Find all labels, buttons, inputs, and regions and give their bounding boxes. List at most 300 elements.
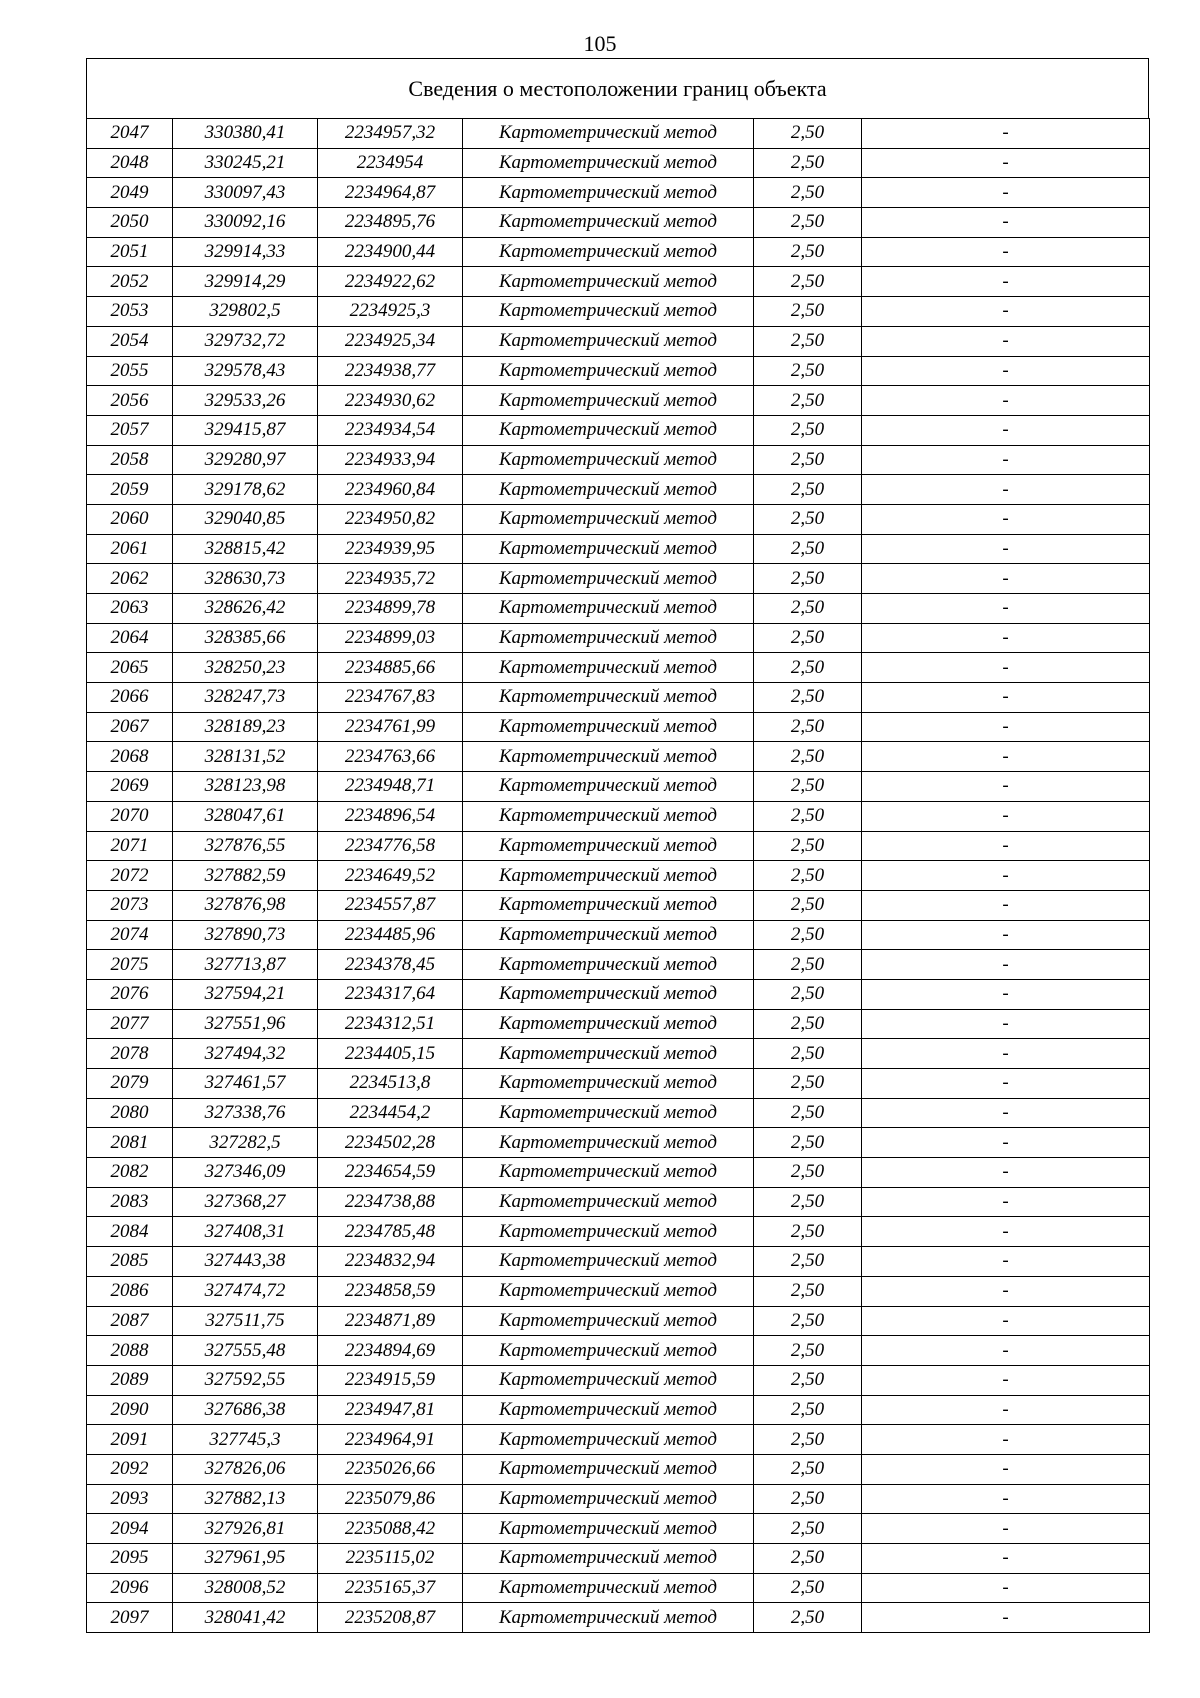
- table-row: [87, 1365, 1150, 1395]
- y-coordinate-cell: 2234454,2: [318, 1098, 463, 1128]
- point-number-cell: 2097: [87, 1603, 173, 1633]
- y-coordinate-cell: 2234899,78: [318, 594, 463, 624]
- description-cell: -: [862, 623, 1150, 653]
- table-row: [87, 1128, 1150, 1158]
- y-coordinate-cell: 2234934,54: [318, 415, 463, 445]
- description-cell: -: [862, 237, 1150, 267]
- description-cell: -: [862, 564, 1150, 594]
- method-cell: Картометрический метод: [463, 1603, 754, 1633]
- description-cell: -: [862, 1247, 1150, 1277]
- description-cell: -: [862, 1365, 1150, 1395]
- y-coordinate-cell: 2234950,82: [318, 504, 463, 534]
- description-cell: -: [862, 1603, 1150, 1633]
- method-cell: Картометрический метод: [463, 653, 754, 683]
- x-coordinate-cell: 327686,38: [173, 1395, 318, 1425]
- accuracy-cell: 2,50: [754, 742, 862, 772]
- y-coordinate-cell: 2234939,95: [318, 534, 463, 564]
- description-cell: -: [862, 801, 1150, 831]
- point-number-cell: 2056: [87, 386, 173, 416]
- point-number-cell: 2065: [87, 653, 173, 683]
- point-number-cell: 2064: [87, 623, 173, 653]
- description-cell: -: [862, 1158, 1150, 1188]
- description-cell: -: [862, 950, 1150, 980]
- x-coordinate-cell: 328250,23: [173, 653, 318, 683]
- y-coordinate-cell: 2234832,94: [318, 1247, 463, 1277]
- table-row: [87, 1425, 1150, 1455]
- point-number-cell: 2048: [87, 148, 173, 178]
- description-cell: -: [862, 1069, 1150, 1099]
- point-number-cell: 2057: [87, 415, 173, 445]
- y-coordinate-cell: 2234761,99: [318, 712, 463, 742]
- description-cell: -: [862, 356, 1150, 386]
- method-cell: Картометрический метод: [463, 1484, 754, 1514]
- x-coordinate-cell: 327443,38: [173, 1247, 318, 1277]
- y-coordinate-cell: 2234405,15: [318, 1039, 463, 1069]
- point-number-cell: 2080: [87, 1098, 173, 1128]
- table-row: [87, 890, 1150, 920]
- table-row: [87, 1009, 1150, 1039]
- accuracy-cell: 2,50: [754, 831, 862, 861]
- table-row: [87, 297, 1150, 327]
- table-row: [87, 920, 1150, 950]
- y-coordinate-cell: 2235165,37: [318, 1573, 463, 1603]
- description-cell: -: [862, 1217, 1150, 1247]
- x-coordinate-cell: 329178,62: [173, 475, 318, 505]
- x-coordinate-cell: 327282,5: [173, 1128, 318, 1158]
- y-coordinate-cell: 2234776,58: [318, 831, 463, 861]
- x-coordinate-cell: 327826,06: [173, 1454, 318, 1484]
- table-row: [87, 861, 1150, 891]
- x-coordinate-cell: 328008,52: [173, 1573, 318, 1603]
- point-number-cell: 2074: [87, 920, 173, 950]
- table-row: [87, 178, 1150, 208]
- accuracy-cell: 2,50: [754, 920, 862, 950]
- table-row: [87, 683, 1150, 713]
- method-cell: Картометрический метод: [463, 208, 754, 238]
- point-number-cell: 2086: [87, 1276, 173, 1306]
- y-coordinate-cell: 2234858,59: [318, 1276, 463, 1306]
- x-coordinate-cell: 327338,76: [173, 1098, 318, 1128]
- description-cell: -: [862, 1425, 1150, 1455]
- y-coordinate-cell: 2234935,72: [318, 564, 463, 594]
- point-number-cell: 2062: [87, 564, 173, 594]
- accuracy-cell: 2,50: [754, 1544, 862, 1574]
- accuracy-cell: 2,50: [754, 1128, 862, 1158]
- method-cell: Картометрический метод: [463, 1365, 754, 1395]
- point-number-cell: 2087: [87, 1306, 173, 1336]
- x-coordinate-cell: 327594,21: [173, 979, 318, 1009]
- y-coordinate-cell: 2234649,52: [318, 861, 463, 891]
- point-number-cell: 2082: [87, 1158, 173, 1188]
- x-coordinate-cell: 329578,43: [173, 356, 318, 386]
- accuracy-cell: 2,50: [754, 148, 862, 178]
- method-cell: Картометрический метод: [463, 1217, 754, 1247]
- point-number-cell: 2095: [87, 1544, 173, 1574]
- y-coordinate-cell: 2234964,91: [318, 1425, 463, 1455]
- description-cell: -: [862, 1009, 1150, 1039]
- accuracy-cell: 2,50: [754, 1365, 862, 1395]
- x-coordinate-cell: 329914,29: [173, 267, 318, 297]
- table-row: [87, 1039, 1150, 1069]
- method-cell: Картометрический метод: [463, 445, 754, 475]
- method-cell: Картометрический метод: [463, 1187, 754, 1217]
- method-cell: Картометрический метод: [463, 861, 754, 891]
- x-coordinate-cell: 327346,09: [173, 1158, 318, 1188]
- description-cell: -: [862, 742, 1150, 772]
- y-coordinate-cell: 2234948,71: [318, 772, 463, 802]
- method-cell: Картометрический метод: [463, 534, 754, 564]
- method-cell: Картометрический метод: [463, 594, 754, 624]
- point-number-cell: 2055: [87, 356, 173, 386]
- accuracy-cell: 2,50: [754, 979, 862, 1009]
- y-coordinate-cell: 2234763,66: [318, 742, 463, 772]
- y-coordinate-cell: 2234895,76: [318, 208, 463, 238]
- table-row: [87, 504, 1150, 534]
- method-cell: Картометрический метод: [463, 237, 754, 267]
- y-coordinate-cell: 2234317,64: [318, 979, 463, 1009]
- x-coordinate-cell: 327474,72: [173, 1276, 318, 1306]
- table-row: [87, 1247, 1150, 1277]
- accuracy-cell: 2,50: [754, 653, 862, 683]
- table-row: [87, 1306, 1150, 1336]
- description-cell: -: [862, 1128, 1150, 1158]
- method-cell: Картометрический метод: [463, 504, 754, 534]
- y-coordinate-cell: 2234933,94: [318, 445, 463, 475]
- accuracy-cell: 2,50: [754, 772, 862, 802]
- x-coordinate-cell: 327592,55: [173, 1365, 318, 1395]
- table-row: [87, 623, 1150, 653]
- accuracy-cell: 2,50: [754, 1336, 862, 1366]
- x-coordinate-cell: 327555,48: [173, 1336, 318, 1366]
- point-number-cell: 2093: [87, 1484, 173, 1514]
- accuracy-cell: 2,50: [754, 326, 862, 356]
- table-row: [87, 1544, 1150, 1574]
- table-row: [87, 1098, 1150, 1128]
- x-coordinate-cell: 328041,42: [173, 1603, 318, 1633]
- table-row: [87, 564, 1150, 594]
- x-coordinate-cell: 328123,98: [173, 772, 318, 802]
- y-coordinate-cell: 2234485,96: [318, 920, 463, 950]
- method-cell: Картометрический метод: [463, 1098, 754, 1128]
- x-coordinate-cell: 330380,41: [173, 119, 318, 149]
- description-cell: -: [862, 1187, 1150, 1217]
- x-coordinate-cell: 330092,16: [173, 208, 318, 238]
- table-row: [87, 267, 1150, 297]
- x-coordinate-cell: 327882,13: [173, 1484, 318, 1514]
- accuracy-cell: 2,50: [754, 356, 862, 386]
- method-cell: Картометрический метод: [463, 1039, 754, 1069]
- table-row: [87, 801, 1150, 831]
- accuracy-cell: 2,50: [754, 504, 862, 534]
- method-cell: Картометрический метод: [463, 297, 754, 327]
- y-coordinate-cell: 2234938,77: [318, 356, 463, 386]
- table-row: [87, 1276, 1150, 1306]
- x-coordinate-cell: 327961,95: [173, 1544, 318, 1574]
- description-cell: -: [862, 1514, 1150, 1544]
- table-row: [87, 950, 1150, 980]
- table-row: [87, 712, 1150, 742]
- x-coordinate-cell: 329280,97: [173, 445, 318, 475]
- accuracy-cell: 2,50: [754, 1603, 862, 1633]
- table-row: [87, 445, 1150, 475]
- description-cell: -: [862, 297, 1150, 327]
- description-cell: -: [862, 445, 1150, 475]
- accuracy-cell: 2,50: [754, 1484, 862, 1514]
- accuracy-cell: 2,50: [754, 119, 862, 149]
- method-cell: Картометрический метод: [463, 1306, 754, 1336]
- description-cell: -: [862, 1484, 1150, 1514]
- x-coordinate-cell: 327876,55: [173, 831, 318, 861]
- point-number-cell: 2067: [87, 712, 173, 742]
- y-coordinate-cell: 2234871,89: [318, 1306, 463, 1336]
- y-coordinate-cell: 2235208,87: [318, 1603, 463, 1633]
- point-number-cell: 2050: [87, 208, 173, 238]
- table-row: [87, 1395, 1150, 1425]
- accuracy-cell: 2,50: [754, 712, 862, 742]
- point-number-cell: 2096: [87, 1573, 173, 1603]
- x-coordinate-cell: 328047,61: [173, 801, 318, 831]
- x-coordinate-cell: 329732,72: [173, 326, 318, 356]
- point-number-cell: 2092: [87, 1454, 173, 1484]
- coordinates-table-body: [87, 119, 1150, 1633]
- accuracy-cell: 2,50: [754, 683, 862, 713]
- description-cell: -: [862, 1098, 1150, 1128]
- method-cell: Картометрический метод: [463, 1395, 754, 1425]
- point-number-cell: 2068: [87, 742, 173, 772]
- description-cell: -: [862, 831, 1150, 861]
- y-coordinate-cell: 2234312,51: [318, 1009, 463, 1039]
- method-cell: Картометрический метод: [463, 1276, 754, 1306]
- x-coordinate-cell: 327408,31: [173, 1217, 318, 1247]
- accuracy-cell: 2,50: [754, 623, 862, 653]
- description-cell: -: [862, 1336, 1150, 1366]
- accuracy-cell: 2,50: [754, 564, 862, 594]
- description-cell: -: [862, 772, 1150, 802]
- method-cell: Картометрический метод: [463, 1336, 754, 1366]
- description-cell: -: [862, 504, 1150, 534]
- method-cell: Картометрический метод: [463, 831, 754, 861]
- table-row: [87, 1514, 1150, 1544]
- x-coordinate-cell: 328189,23: [173, 712, 318, 742]
- method-cell: Картометрический метод: [463, 979, 754, 1009]
- method-cell: Картометрический метод: [463, 564, 754, 594]
- y-coordinate-cell: 2234960,84: [318, 475, 463, 505]
- description-cell: -: [862, 1573, 1150, 1603]
- x-coordinate-cell: 327713,87: [173, 950, 318, 980]
- point-number-cell: 2083: [87, 1187, 173, 1217]
- x-coordinate-cell: 327926,81: [173, 1514, 318, 1544]
- x-coordinate-cell: 329415,87: [173, 415, 318, 445]
- table-row: [87, 1187, 1150, 1217]
- description-cell: -: [862, 178, 1150, 208]
- description-cell: -: [862, 1544, 1150, 1574]
- method-cell: Картометрический метод: [463, 801, 754, 831]
- point-number-cell: 2078: [87, 1039, 173, 1069]
- y-coordinate-cell: 2234922,62: [318, 267, 463, 297]
- accuracy-cell: 2,50: [754, 890, 862, 920]
- accuracy-cell: 2,50: [754, 1009, 862, 1039]
- point-number-cell: 2076: [87, 979, 173, 1009]
- method-cell: Картометрический метод: [463, 1573, 754, 1603]
- x-coordinate-cell: 328815,42: [173, 534, 318, 564]
- accuracy-cell: 2,50: [754, 1187, 862, 1217]
- table-row: [87, 208, 1150, 238]
- x-coordinate-cell: 328247,73: [173, 683, 318, 713]
- y-coordinate-cell: 2234947,81: [318, 1395, 463, 1425]
- accuracy-cell: 2,50: [754, 861, 862, 891]
- description-cell: -: [862, 326, 1150, 356]
- accuracy-cell: 2,50: [754, 237, 862, 267]
- accuracy-cell: 2,50: [754, 297, 862, 327]
- table-row: [87, 831, 1150, 861]
- description-cell: -: [862, 148, 1150, 178]
- method-cell: Картометрический метод: [463, 683, 754, 713]
- description-cell: -: [862, 979, 1150, 1009]
- table-row: [87, 594, 1150, 624]
- point-number-cell: 2058: [87, 445, 173, 475]
- y-coordinate-cell: 2235115,02: [318, 1544, 463, 1574]
- y-coordinate-cell: 2234894,69: [318, 1336, 463, 1366]
- point-number-cell: 2071: [87, 831, 173, 861]
- accuracy-cell: 2,50: [754, 1395, 862, 1425]
- y-coordinate-cell: 2234900,44: [318, 237, 463, 267]
- x-coordinate-cell: 329040,85: [173, 504, 318, 534]
- description-cell: -: [862, 653, 1150, 683]
- point-number-cell: 2085: [87, 1247, 173, 1277]
- description-cell: -: [862, 1276, 1150, 1306]
- point-number-cell: 2091: [87, 1425, 173, 1455]
- method-cell: Картометрический метод: [463, 1128, 754, 1158]
- accuracy-cell: 2,50: [754, 950, 862, 980]
- y-coordinate-cell: 2234738,88: [318, 1187, 463, 1217]
- table-row: [87, 1217, 1150, 1247]
- method-cell: Картометрический метод: [463, 119, 754, 149]
- description-cell: -: [862, 920, 1150, 950]
- description-cell: -: [862, 594, 1150, 624]
- point-number-cell: 2053: [87, 297, 173, 327]
- y-coordinate-cell: 2234785,48: [318, 1217, 463, 1247]
- table-row: [87, 979, 1150, 1009]
- table-row: [87, 415, 1150, 445]
- method-cell: Картометрический метод: [463, 475, 754, 505]
- y-coordinate-cell: 2234513,8: [318, 1069, 463, 1099]
- x-coordinate-cell: 328626,42: [173, 594, 318, 624]
- accuracy-cell: 2,50: [754, 1573, 862, 1603]
- accuracy-cell: 2,50: [754, 534, 862, 564]
- table-row: [87, 742, 1150, 772]
- point-number-cell: 2077: [87, 1009, 173, 1039]
- method-cell: Картометрический метод: [463, 742, 754, 772]
- table-row: [87, 1336, 1150, 1366]
- x-coordinate-cell: 329914,33: [173, 237, 318, 267]
- y-coordinate-cell: 2234557,87: [318, 890, 463, 920]
- y-coordinate-cell: 2234954: [318, 148, 463, 178]
- method-cell: Картометрический метод: [463, 920, 754, 950]
- method-cell: Картометрический метод: [463, 1009, 754, 1039]
- description-cell: -: [862, 386, 1150, 416]
- x-coordinate-cell: 328630,73: [173, 564, 318, 594]
- table-title: Сведения о местоположении границ объекта: [86, 58, 1149, 118]
- point-number-cell: 2061: [87, 534, 173, 564]
- table-row: [87, 237, 1150, 267]
- y-coordinate-cell: 2234925,3: [318, 297, 463, 327]
- point-number-cell: 2090: [87, 1395, 173, 1425]
- method-cell: Картометрический метод: [463, 890, 754, 920]
- table-row: [87, 1484, 1150, 1514]
- description-cell: -: [862, 1395, 1150, 1425]
- method-cell: Картометрический метод: [463, 356, 754, 386]
- x-coordinate-cell: 327494,32: [173, 1039, 318, 1069]
- point-number-cell: 2079: [87, 1069, 173, 1099]
- description-cell: -: [862, 890, 1150, 920]
- point-number-cell: 2049: [87, 178, 173, 208]
- y-coordinate-cell: 2234885,66: [318, 653, 463, 683]
- x-coordinate-cell: 327890,73: [173, 920, 318, 950]
- point-number-cell: 2070: [87, 801, 173, 831]
- x-coordinate-cell: 327368,27: [173, 1187, 318, 1217]
- point-number-cell: 2059: [87, 475, 173, 505]
- y-coordinate-cell: 2235088,42: [318, 1514, 463, 1544]
- accuracy-cell: 2,50: [754, 1217, 862, 1247]
- y-coordinate-cell: 2234502,28: [318, 1128, 463, 1158]
- accuracy-cell: 2,50: [754, 415, 862, 445]
- x-coordinate-cell: 327876,98: [173, 890, 318, 920]
- table-row: [87, 119, 1150, 149]
- method-cell: Картометрический метод: [463, 326, 754, 356]
- y-coordinate-cell: 2234896,54: [318, 801, 463, 831]
- point-number-cell: 2051: [87, 237, 173, 267]
- point-number-cell: 2060: [87, 504, 173, 534]
- description-cell: -: [862, 534, 1150, 564]
- x-coordinate-cell: 328131,52: [173, 742, 318, 772]
- method-cell: Картометрический метод: [463, 1544, 754, 1574]
- method-cell: Картометрический метод: [463, 267, 754, 297]
- accuracy-cell: 2,50: [754, 386, 862, 416]
- accuracy-cell: 2,50: [754, 801, 862, 831]
- x-coordinate-cell: 329533,26: [173, 386, 318, 416]
- boundary-document: [86, 58, 1149, 1633]
- table-row: [87, 772, 1150, 802]
- method-cell: Картометрический метод: [463, 950, 754, 980]
- x-coordinate-cell: 327551,96: [173, 1009, 318, 1039]
- table-row: [87, 475, 1150, 505]
- accuracy-cell: 2,50: [754, 1425, 862, 1455]
- accuracy-cell: 2,50: [754, 267, 862, 297]
- accuracy-cell: 2,50: [754, 594, 862, 624]
- point-number-cell: 2081: [87, 1128, 173, 1158]
- y-coordinate-cell: 2234915,59: [318, 1365, 463, 1395]
- x-coordinate-cell: 328385,66: [173, 623, 318, 653]
- accuracy-cell: 2,50: [754, 1306, 862, 1336]
- point-number-cell: 2052: [87, 267, 173, 297]
- table-row: [87, 1158, 1150, 1188]
- x-coordinate-cell: 327511,75: [173, 1306, 318, 1336]
- x-coordinate-cell: 330245,21: [173, 148, 318, 178]
- point-number-cell: 2072: [87, 861, 173, 891]
- point-number-cell: 2047: [87, 119, 173, 149]
- y-coordinate-cell: 2235026,66: [318, 1454, 463, 1484]
- point-number-cell: 2063: [87, 594, 173, 624]
- point-number-cell: 2066: [87, 683, 173, 713]
- y-coordinate-cell: 2234957,32: [318, 119, 463, 149]
- accuracy-cell: 2,50: [754, 475, 862, 505]
- method-cell: Картометрический метод: [463, 386, 754, 416]
- point-number-cell: 2073: [87, 890, 173, 920]
- description-cell: -: [862, 415, 1150, 445]
- accuracy-cell: 2,50: [754, 178, 862, 208]
- method-cell: Картометрический метод: [463, 1425, 754, 1455]
- accuracy-cell: 2,50: [754, 1098, 862, 1128]
